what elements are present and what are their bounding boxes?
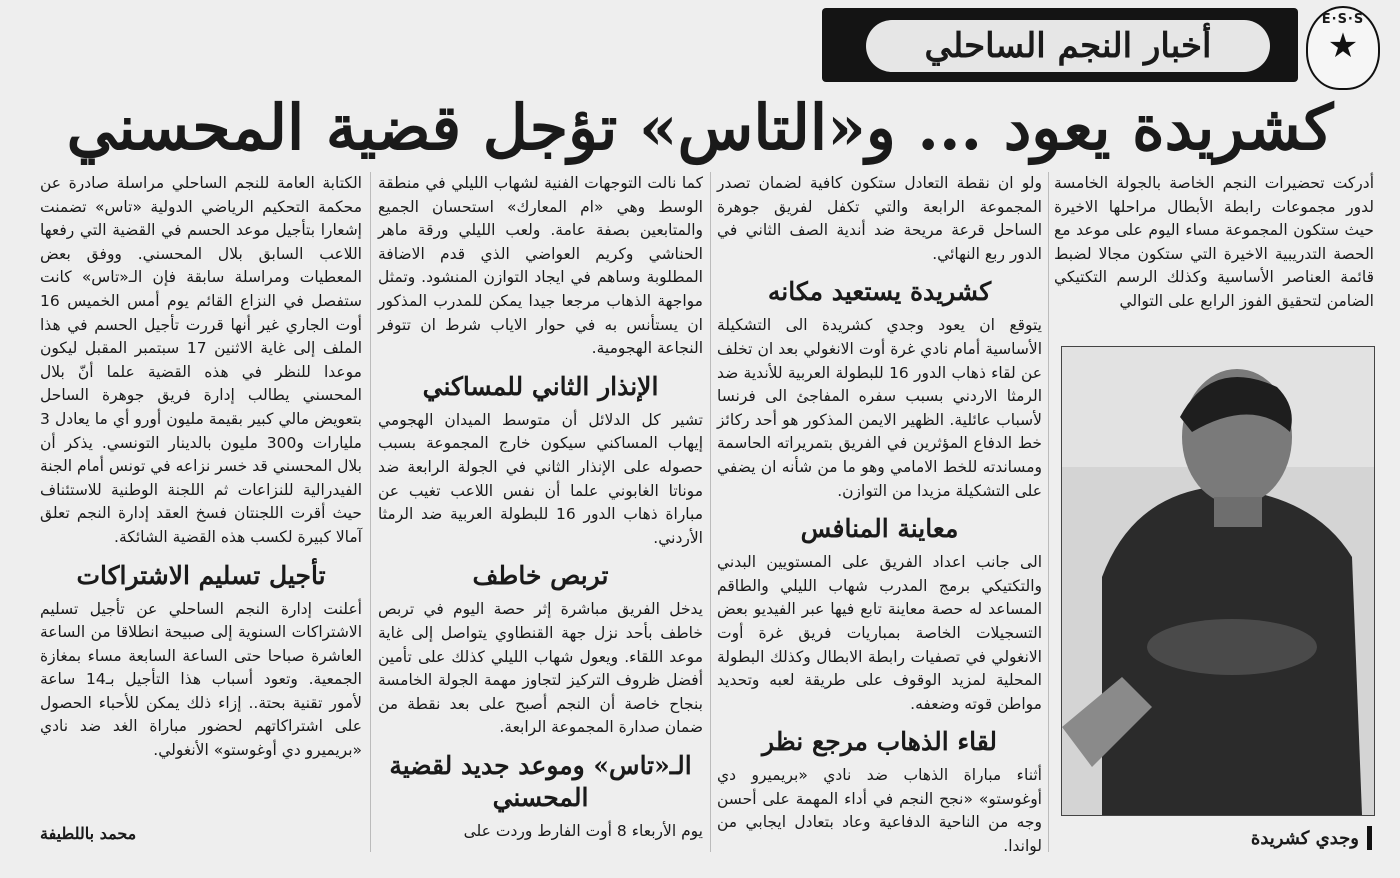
paragraph: أعلنت إدارة النجم الساحلي عن تأجيل تسليم الاشتراكات السنوية إلى صبيحة انطلاقا من الساعة العاشرة صباحا حتى الساعة السابعة مساء بمغازة الجمعية. وتعود أسباب هذا التأجيل بـ14 ساعة لأمور تقنية بحتة.. إزاء ذلك يمكن للأحباء الحصول على اشتراكاتهم لحضور مباراة الغد ضد نادي «بريميرو دي أوغوستو» الأنغولي. bbox=[40, 599, 362, 760]
paragraph: أثناء مباراة الذهاب ضد نادي «بريميرو دي أوغوستو» «نجح النجم في أداء المهمة على أحسن وجه من الناحية الدفاعية وعاد بتعادل ايجابي من لواندا. bbox=[717, 766, 1042, 856]
star-icon: ★ bbox=[1327, 26, 1359, 66]
subheading: تربص خاطف bbox=[472, 561, 609, 591]
subheading: لقاء الذهاب مرجع نظر bbox=[762, 727, 997, 757]
paragraph: يوم الأربعاء 8 أوت الفارط وردت على bbox=[463, 821, 703, 840]
author-byline: محمد باللطيفة bbox=[40, 824, 137, 843]
caption-text: وجدي كشريدة bbox=[1250, 827, 1359, 849]
paragraph: كما نالت التوجهات الفنية لشهاب الليلي في منطقة الوسط وهي «ام المعارك» استحسان الجميع والمتابعين بصفة عامة. ولعب الليلي ورقة ماهر الحناشي وكريم العواضي الذي قدم الاضافة المطلوبة وساهم في ايجاد التوازن المنشود. وتمثل مواجهة الذهاب مرجعا جيدا يمكن للمدرب المذكور ان يستأنس به في حوار الاياب شرط ان تتوفر النجاعة الهجومية. bbox=[378, 174, 703, 358]
logo-text: E·S·S bbox=[1321, 12, 1365, 27]
column-divider bbox=[370, 172, 371, 852]
player-photo bbox=[1061, 346, 1375, 816]
paragraph: يدخل الفريق مباشرة إثر حصة اليوم في تربص خاطف بأحد نزل جهة القنطاوي يتواصل إلى غاية موعد اللقاء. ويعول شهاب الليلي كذلك على تأمين أفضل ظروف التركيز لتجاوز مهمة الجولة الخامسة بنجاح خاصة أن النجم أصبح على بعد نقطة من ضمان صدارة المجموعة الرابعة. bbox=[378, 600, 703, 737]
subheading: معاينة المنافس bbox=[800, 514, 959, 544]
subheading: الـ«تاس» وموعد جديد لقضية المحسني bbox=[389, 750, 692, 812]
subheading: كشريدة يستعيد مكانه bbox=[767, 277, 992, 307]
paragraph: الكتابة العامة للنجم الساحلي مراسلة صادرة عن محكمة التحكيم الرياضي الدولية «تاس» تضمنت إشعارا بتأجيل موعد الحسم في القضية التي رفعها اللاعب السابق بلال المحسني. ووفق بعض المعطيات ومراسلة سابقة فإن الـ«تاس» كانت ستفصل في النزاع القائم يوم أمس الخميس 16 أوت الجاري غير أنها قررت تأجيل الحسم في هذا الملف إلى غاية الاثنين 17 سبتمبر المقبل ليكون موعدا للنظر في هذه القضية علما أنّ بلال المحسني يطالب إدارة فريق جوهرة الساحل بتعويض مالي كبير بقيمة مليون أورو أي ما يعادل 3 مليارات و300 مليون بالدينار التونسي. يذكر أن بلال المحسني قد خسر نزاعه في تونس أمام الجنة الفيدرالية للنزاعات ثم اللجنة الوطنية للاستئناف حيث أقرت اللجنتان فسخ العقد إدارة النجم تعلق آمالا كبيرة لكسب هذه القضية الشائكة. bbox=[40, 174, 362, 546]
subheading: تأجيل تسليم الاشتراكات bbox=[76, 560, 326, 590]
club-logo bbox=[1306, 6, 1380, 90]
paragraph: ولو ان نقطة التعادل ستكون كافية لضمان تصدر المجموعة الرابعة والتي تكفل لفريق جوهرة الساحل قرعة مريحة ضد أندية الصف الثاني في الدور ربع النهائي. bbox=[717, 174, 1042, 263]
column-divider bbox=[1048, 172, 1049, 852]
intro-paragraph: أدركت تحضيرات النجم الخاصة بالجولة الخامسة لدور مجموعات رابطة الأبطال مراحلها الاخيرة حيث ستكون المجموعة مساء اليوم على موعد مع الحصة التدريبية الاخيرة التي ستكون مجالا لضبط قائمة العناصر الأساسية وكذلك الرسم التكتيكي الضامن لتحقيق الفوز الرابع على التوالي bbox=[1054, 174, 1374, 310]
column-1 bbox=[1054, 172, 1374, 314]
section-title-box bbox=[866, 20, 1270, 72]
section-title: أخبار النجم الساحلي bbox=[924, 26, 1212, 66]
column-divider bbox=[710, 172, 711, 852]
paragraph: يتوقع ان يعود وجدي كشريدة الى التشكيلة الأساسية أمام نادي غرة أوت الانغولي بعد ان تخلف عن لقاء ذهاب الدور 16 للبطولة العربية للأندية ضد الرمثا الاردني بسبب سفره المفاجئ الى فرنسا لأسباب عائلية. الظهير الايمن المذكور هو أحد ركائز خط الدفاع المؤثرين في الفريق بتمريراته الحاسمة ومساندته للخط الامامي وهو ما من شأنه ان يضفي على التشكيلة مزيدا من التوازن. bbox=[717, 316, 1043, 500]
headline: كشريدة يعود ... و«التاس» تؤجل قضية المحسني bbox=[66, 91, 1334, 164]
column-4 bbox=[40, 172, 362, 763]
column-2 bbox=[717, 172, 1042, 859]
paragraph: تشير كل الدلائل أن متوسط الميدان الهجومي إيهاب المساكني سيكون خارج المجموعة بسبب حصوله على الإنذار الثاني في الجولة الرابعة ضد موناتا الغابوني علما أن نفس اللاعب تغيب عن مباراة ذهاب الدور 16 للبطولة العربية ضد الرمثا الأردني. bbox=[378, 410, 704, 547]
photo-caption bbox=[1072, 822, 1372, 854]
subheading: الإنذار الثاني للمساكني bbox=[422, 371, 659, 401]
paragraph: الى جانب اعداد الفريق على المستويين البدني والتكتيكي برمج المدرب شهاب الليلي والطاقم المساعد له حصة معاينة تابع فيها عبر الفيديو بعض التسجيلات الخاصة بمباريات فريق غرة أوت الانغولي في تصفيات رابطة الابطال وكذلك البطولة المحلية لمزيد الوقوف على طريقة لعبه وتحديد مواطن قوته وضعفه. bbox=[717, 553, 1042, 713]
column-3 bbox=[378, 172, 703, 843]
caption-marker bbox=[1367, 826, 1372, 850]
